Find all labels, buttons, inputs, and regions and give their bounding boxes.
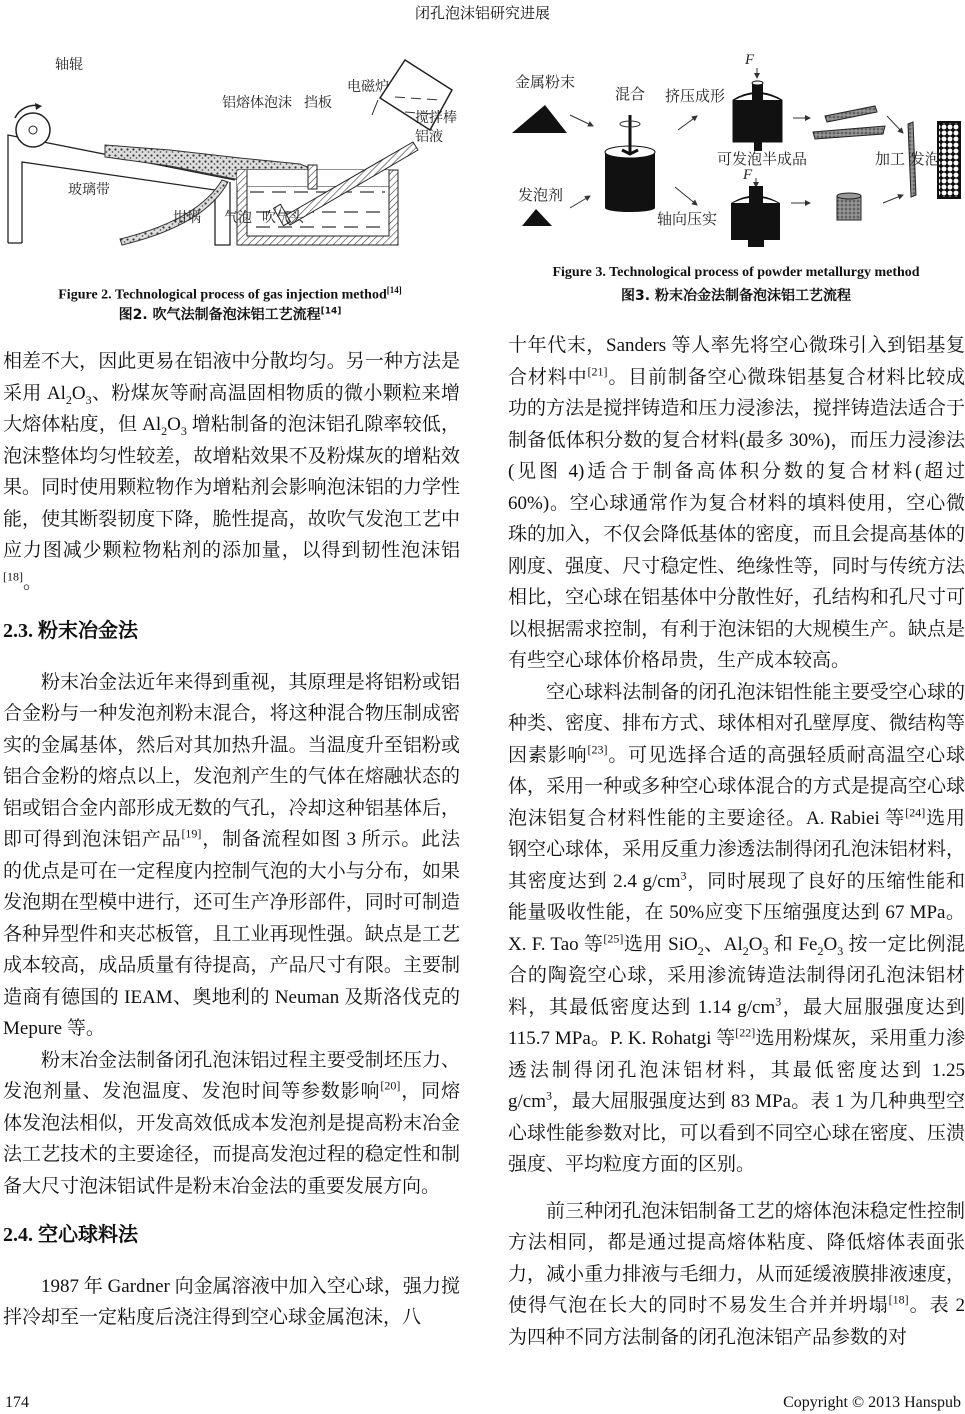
label-furnace: 电磁炉	[347, 79, 389, 95]
label-precursor: 可发泡半成品	[717, 150, 808, 168]
figure-3-caption-cn: 图3. 粉末冶金法制备泡沫铝工艺流程	[621, 288, 851, 304]
label-force-top: F	[745, 52, 755, 68]
subscript: 2	[697, 943, 704, 958]
text-run: 前三种闭孔泡沫铝制备工艺的熔体泡沫稳定性控制方法相同，都是通过提高熔体粘度、降低熔体表面张力，减小重力排液与毛细力，从而延缓液膜排液速度，使得气泡在长大的同时不易发生合并并坍塌	[508, 1200, 965, 1316]
label-roller: 轴辊	[55, 57, 83, 73]
figure-3	[485, 40, 965, 310]
superscript: 3	[680, 868, 687, 883]
text-run: ，同时展现了良好的压缩性能和能量吸收性能，在 50%应变下压缩强度达到 67 MPa。X. F. Tao 等	[508, 870, 965, 955]
text-run: 相差不大，因此更易在铝液中分散均匀。另一种方法是采用 Al	[3, 351, 460, 404]
citation: [14]	[386, 285, 402, 295]
text-run: O	[167, 414, 181, 435]
text-run: 、粉煤灰等耐高温固相物质的微小颗粒来增大熔体粘度，但 Al	[3, 382, 460, 435]
compaction-die	[731, 186, 780, 247]
superscript: 3	[546, 1088, 552, 1103]
citation: [23]	[587, 742, 608, 757]
subscript: 3	[180, 423, 187, 438]
label-crucible: 坩埚	[173, 210, 201, 226]
paragraph	[3, 667, 460, 1045]
label-foam: 铝熔体泡沫	[222, 95, 292, 111]
text-run: O	[748, 933, 763, 955]
section-heading	[3, 616, 460, 648]
left-column	[3, 346, 460, 1334]
label-axial-compaction: 轴向压实	[657, 210, 718, 228]
subscript: 2	[742, 943, 749, 958]
text-run: O	[823, 933, 838, 955]
page-number: 174	[5, 1394, 29, 1411]
text-run: 、Al	[703, 933, 743, 955]
metal-powder-pile	[512, 105, 567, 133]
caption-text: Figure 2. Technological process of gas injection method	[58, 287, 387, 303]
text-run: 1987 年 Gardner 向金属溶液中加入空心球，强力搅拌冷却至一定粘度后浇注得到空心球金属泡沫，八	[3, 1275, 460, 1328]
citation: [14]	[320, 306, 342, 317]
text-run: 增粘制备的泡沫铝孔隙率较低，泡沫整体均匀性较差，故增粘效果不及粉煤灰的增粘效果。同时使用颗粒物作为增粘剂会影响泡沫铝的力学性能，使其断裂韧度下降，脆性提高，故吹气发泡工艺中应力图减少颗粒物粘剂的添加量，以得到韧性泡沫铝	[3, 414, 460, 561]
text-run: 2.4. 空心球料法	[3, 1224, 138, 1246]
label-force-bottom: F	[743, 167, 753, 183]
right-column	[508, 330, 965, 1353]
paragraph	[508, 330, 965, 677]
label-stirrer: 搅拌棒	[415, 110, 457, 126]
paragraph	[508, 1196, 965, 1354]
baffle	[308, 165, 317, 189]
label-extrusion: 挤压成形	[665, 87, 726, 105]
figure-2	[0, 40, 480, 330]
paragraph	[3, 1271, 460, 1334]
foamed-block	[938, 122, 960, 198]
extrusion-die	[733, 81, 782, 151]
label-process-foam: 加工 发泡	[875, 150, 940, 168]
paragraph	[3, 346, 460, 598]
extruded-rod	[825, 106, 877, 122]
text-run: 2.3. 粉末冶金法	[3, 620, 138, 642]
text-run: ，同熔体发泡法相似，开发高效低成本发泡剂是提高粉末冶金法工艺技术的主要途径，而提高发泡过程的稳定性和制备大尺寸泡沫铝试件是粉末冶金法的重要发展方向。	[3, 1081, 460, 1197]
label-nozzle: 吹气头	[262, 210, 304, 226]
subscript: 2	[161, 423, 168, 438]
foaming-agent-pile	[522, 209, 552, 226]
citation: [22]	[735, 1025, 756, 1040]
section-heading	[3, 1220, 460, 1252]
label-melt: 铝液	[415, 129, 443, 145]
label-bubble: 气泡	[224, 210, 252, 226]
figure-3-caption-en: Figure 3. Technological process of powder metallurgy method	[552, 265, 920, 280]
citation: [18]	[888, 1292, 909, 1307]
text-run: 粉末冶金法制备闭孔泡沫铝过程主要受制坯压力、发泡剂量、发泡温度、发泡时间等参数影响	[3, 1049, 460, 1102]
text-run: 。表 2 为四种不同方法制备的闭孔泡沫铝产品参数的对	[508, 1295, 965, 1348]
compacted-billet	[837, 196, 861, 220]
figure-2-caption-en	[58, 285, 401, 304]
extruded-plate	[813, 126, 885, 139]
subscript: 2	[65, 392, 72, 407]
text-run: 。	[23, 571, 43, 593]
text-run: 选用钢空心球体，采用反重力渗透法制得闭孔泡沫铝材料，其密度达到 2.4 g/cm	[508, 807, 965, 892]
label-foaming-agent: 发泡剂	[518, 186, 564, 204]
text-run: ，制备流程如图 3 所示。此法的优点是可在一定程度内控制气泡的大小与分布，如果发泡期在型模中进行，还可生产净形部件，同时可制造各种异型件和夹芯板管，且工业再现性强。缺点是工艺成本较高，成品质量有待提高，产品尺寸有限。主要制造商有德国的 IEAM、奥地利的 Neuman 及斯洛伐克的 Mepure 等。	[3, 829, 460, 1039]
running-title: 闭孔泡沫铝研究进展	[414, 6, 550, 22]
label-mixing: 混合	[615, 85, 646, 103]
citation: [21]	[587, 364, 608, 379]
text-run: 。目前制备空心微珠铝基复合材料比较成功的方法是搅拌铸造和压力浸渗法，搅拌铸造法适合于制备低体积分数的复合材料(最多 30%)，而压力浸渗法(见图 4)适合于制备高体积分数的复合材料(超过 60%)。空心球通常作为复合材料的填料使用，空心微珠的加入，不仅会降低基体的密度，而且会提高基体的刚度、强度、尺寸稳定性、绝缘性等，同时与传统方法相比，空心球在铝基体中分散性好，孔结构和孔尺寸可以根据需求控制，有利于泡沫铝的大规模生产。缺点是有些空心球体价格昂贵，生产成本较高。	[508, 366, 965, 671]
subscript: 3	[762, 943, 769, 958]
text-run: ，最大屈服强度达到 83 MPa。表 1 为几种典型空心球性能参数对比，可以看到不同空心球在密度、压溃强度、平均粒度方面的区别。	[508, 1091, 965, 1175]
text-run: 十年代末，Sanders 等人率先将空心微珠引入到铝基复合材料中	[508, 335, 965, 388]
text-run: 选用 SiO	[623, 933, 698, 955]
label-baffle: 挡板	[304, 95, 332, 111]
label-glass-belt: 玻璃带	[68, 182, 110, 198]
text-run: O	[71, 382, 86, 404]
caption-text: 图2. 吹气法制备泡沫铝工艺流程	[118, 307, 321, 323]
paragraph	[3, 1045, 460, 1203]
subscript: 3	[85, 392, 92, 407]
text-run: ，最大屈服强度达到 115.7 MPa。P. K. Rohatgi 等	[508, 996, 965, 1049]
paragraph	[508, 677, 965, 1181]
label-metal-powder: 金属粉末	[515, 73, 576, 91]
citation: [24]	[905, 805, 926, 820]
citation: [25]	[603, 931, 624, 946]
text-run: 选用粉煤灰，采用重力渗透法制得闭孔泡沫铝材料，其最低密度达到 1.25 g/cm	[508, 1028, 965, 1112]
text-run: 和 Fe	[768, 933, 818, 955]
citation: [19]	[181, 826, 202, 841]
citation: [18]	[3, 569, 23, 584]
text-run: 空心球料法制备的闭孔泡沫铝性能主要受空心球的种类、密度、排布方式、球体相对孔壁厚度、微结构等因素影响	[508, 681, 965, 766]
subscript: 3	[837, 943, 844, 958]
superscript: 3	[775, 994, 782, 1009]
mixer	[605, 115, 655, 212]
figure-2-caption-cn	[119, 304, 342, 324]
citation: [20]	[380, 1078, 401, 1093]
text-run: 粉末冶金法近年来得到重视，其原理是将铝粉或铝合金粉与一种发泡剂粉末混合，将这种混合物压制成密实的金属基体，然后对其加热升温。当温度升至铝粉或铝合金粉的熔点以上，发泡剂产生的气体在熔融状态的铝或铝合金内部形成无数的气孔，冷却这种铝基体后，即可得到泡沫铝产品	[3, 671, 460, 850]
copyright: Copyright © 2013 Hanspub	[783, 1394, 961, 1411]
gas-injection-diagram	[0, 40, 480, 270]
subscript: 2	[817, 943, 824, 958]
text-run: 按一定比例混合的陶瓷空心球，采用渗流铸造法制得闭孔泡沫铝材料，其最低密度达到 1.14 g/cm	[508, 933, 965, 1018]
text-run: 。可见选择合适的高强轻质耐高温空心球体，采用一种或多种空心球体混合的方式是提高空心球泡沫铝复合材料性能的主要途径。A. Rabiei 等	[508, 744, 965, 829]
